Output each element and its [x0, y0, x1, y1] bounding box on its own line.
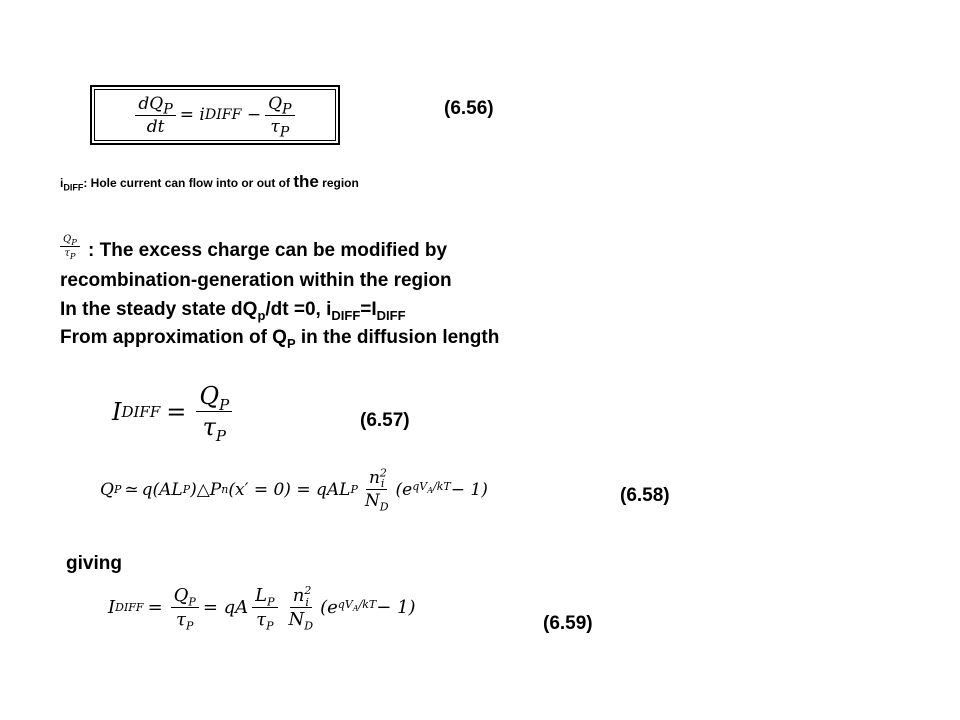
dqp-dt-fraction	[135, 94, 175, 137]
eq658-frac-num-sub: i	[380, 477, 385, 491]
eq658-part1: q(AL	[141, 479, 183, 500]
equation-number-6-58: (6.58)	[620, 485, 670, 506]
equation-6-58: Q P ≃ q(AL P )△P n (x′ = 0) = qAL P $\frac{n^2_i}{N_D}$ (e $qV_A/kT$ − 1)	[100, 466, 488, 514]
eq659-exp-sup-sub: A	[352, 604, 359, 614]
eq659-f3-den-sub: D	[304, 619, 314, 633]
equation-6-57: I DIFF = $\frac{Q_P}{\tau_P}$	[112, 382, 236, 441]
eq658-exp-a: (e	[395, 479, 413, 500]
note-the: the	[293, 172, 319, 191]
eq659-equals-2: = qA	[202, 597, 249, 618]
eq659-f3-num: n	[292, 585, 305, 606]
equation-number-6-59: (6.59)	[543, 613, 593, 634]
eq659-f2-den-sub: P	[266, 619, 274, 633]
eq656-minus: −	[246, 105, 262, 125]
eq656-lhs-num: dQ	[138, 93, 164, 114]
eq659-fraction-3	[286, 584, 317, 633]
eq659-exponent	[337, 598, 377, 614]
icon-num: Q	[63, 234, 72, 245]
eq659-exp-sup-b: /kT	[358, 598, 377, 612]
eq657-equals: =	[166, 397, 187, 426]
line4-a: From approximation of Q	[60, 327, 287, 348]
eq659-f3-num-sup: 2	[304, 584, 312, 597]
eq659-f1-den-sub: P	[186, 619, 194, 633]
equation-number-6-56: (6.56)	[444, 98, 494, 119]
eq659-f2-den: τ	[256, 609, 267, 630]
eq658-exp-sup: qV	[412, 480, 428, 494]
eq659-exp-b: − 1)	[376, 597, 416, 618]
eq659-exp-sup: qV	[337, 598, 353, 612]
idiff-note	[60, 172, 359, 192]
note-i: i	[60, 176, 64, 190]
eq658-part2: )△P	[190, 479, 222, 500]
qp-taup-fraction	[265, 93, 294, 140]
eq659-equals-1: =	[147, 597, 163, 618]
line3-c: =I	[360, 299, 377, 320]
text-line-2: recombination-generation within the region	[60, 270, 452, 291]
eq658-fraction	[362, 466, 392, 514]
eq658-frac-den-sub: D	[379, 500, 389, 514]
eq658-exp-sup-b: /kT	[433, 480, 451, 494]
equation-6-56-box: $\frac{dQ_P}{dt}$ = i DIFF − $\frac{Q_P}{\tau_P}$	[90, 85, 340, 145]
eq659-f2-num: L	[255, 585, 268, 606]
eq657-fraction	[196, 382, 232, 445]
eq658-frac-den: N	[364, 491, 380, 511]
eq659-f3-den: N	[288, 609, 305, 630]
eq658-exponent	[412, 480, 451, 496]
icon-num-sub: P	[71, 237, 77, 247]
note-i-sub: DIFF	[63, 182, 84, 193]
giving-label: giving	[66, 553, 122, 574]
text-line-4	[60, 327, 499, 349]
icon-den: τ	[64, 248, 70, 259]
eq656-i: i	[199, 105, 205, 125]
eq658-exp-b: − 1)	[450, 479, 488, 500]
text-line-3	[60, 299, 406, 321]
eq659-f1-num-sub: P	[188, 595, 196, 609]
eq659-f2-num-sub: P	[267, 595, 275, 609]
eq656-rhs-den-sub: P	[279, 123, 290, 140]
line3-sub-p: p	[257, 307, 266, 323]
eq658-exp-sup-sub: A	[427, 486, 434, 496]
eq658-Q: Q	[100, 479, 114, 500]
line3-a: In the steady state dQ	[60, 299, 258, 320]
eq659-f3-num-sub: i	[305, 595, 309, 609]
text-line-1: : The excess charge can be modified by	[88, 240, 448, 261]
eq658-approx: ≃	[124, 479, 139, 500]
note-text-b: region	[318, 176, 359, 190]
line3-sub-diff-2: DIFF	[376, 307, 406, 323]
eq659-f1-den: τ	[176, 609, 187, 630]
eq656-rhs-num: Q	[268, 93, 283, 114]
qp-taup-small-fraction	[60, 234, 80, 259]
eq658-frac-num: n	[368, 468, 380, 488]
eq656-lhs-den: dt	[146, 116, 165, 137]
eq656-rhs-num-sub: P	[282, 100, 292, 117]
eq656-lhs-num-sub: P	[163, 100, 173, 117]
eq658-frac-num-sup: 2	[379, 466, 387, 480]
eq659-I: I	[108, 597, 116, 618]
eq659-fraction-1	[171, 585, 199, 633]
eq657-den: τ	[202, 413, 216, 441]
eq657-num: Q	[199, 382, 220, 410]
eq657-num-sub: P	[219, 395, 230, 414]
eq657-I: I	[112, 397, 122, 426]
line4-sub: P	[286, 335, 296, 351]
icon-den-sub: P	[69, 251, 76, 261]
eq656-rhs-den: τ	[270, 116, 280, 137]
note-text-a: : Hole current can flow into or out of	[83, 176, 294, 190]
eq656-equals: =	[179, 105, 195, 125]
eq659-exp-a: (e	[320, 597, 338, 618]
eq659-fraction-2	[252, 585, 277, 633]
equation-number-6-57: (6.57)	[360, 410, 410, 431]
line3-b: /dt =0, i	[265, 299, 332, 320]
line3-sub-diff-1: DIFF	[331, 307, 361, 323]
eq658-part3: (x′ = 0) = qAL	[228, 479, 351, 500]
eq657-den-sub: P	[215, 426, 226, 445]
equation-6-59: I DIFF = $\frac{Q_P}{\tau_P}$ = qA $\frac{L_P}{\tau_P}$ $\frac{n^2_i}{N_D}$ (e $qV_A/kT$ − 1)	[108, 584, 416, 633]
line4-b: in the diffusion length	[295, 327, 500, 348]
eq659-f1-num: Q	[173, 585, 189, 606]
